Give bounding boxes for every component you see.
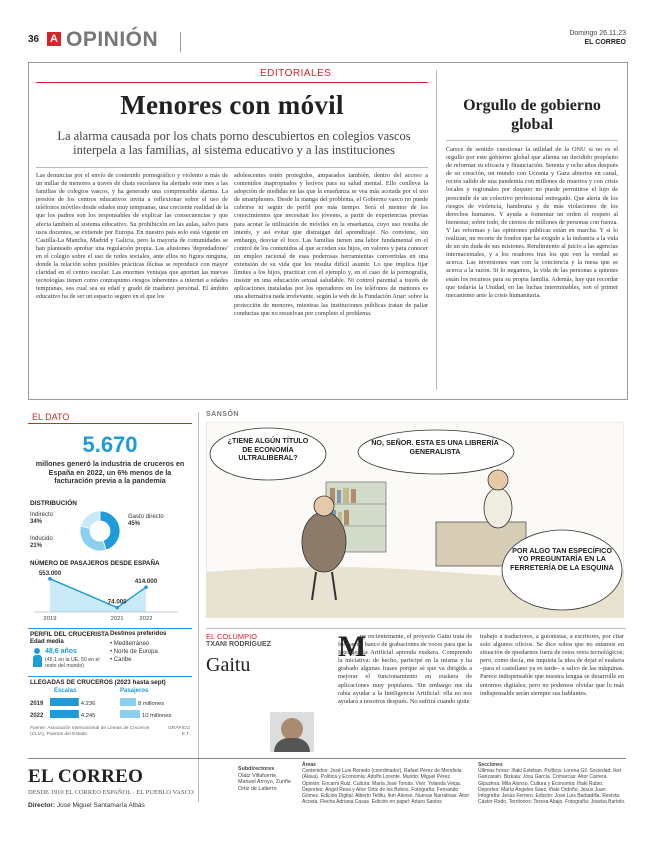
perfil-rule (28, 628, 192, 629)
dato-grafico-credit: GRÁFICO E.T. (168, 726, 190, 737)
side-editorial-body: Carece de sentido cuestionar la utilidad de la ONU si no es el orgullo por este gobierno global que alienta un decidido propósito de reformar su eficacia y financiación. Setenta y ocho años después de su creación, un mundo con Ucrania y Gaza abiertos en canal, recién salido de una pandemia con millones de muertos y con crisis locales y regionales por doquier no puede permitirse el lujo de prescindir de un colectivo profesional entregado. Que alerta de los riesgos de violencia, hambruna y de más violaciones de los derechos humanos. Y ayuda a fomentar un orden el respeto al bienestar, sobre todo, de cientos de millones de personas con fuerza. Y las reformas y las opiniones públicas están en marcha. Y si lo realizan, un recorte de fondos que ha exigido a la industria a la vida de un sin duda de sus misiones. Rendimiento al juicio a las agencias internacionales, y a los oradores tras los que ven la verdad se acerca. Las inversiones van con la conciencia y la mesa que se acerca a la razón. Si lo negamos, la vida de las personas a quienes están los recursos para su propia familia. Además, hay que recordar que todavía la Unidad, en las luchas interminables, son el primer mecanismo ante la crisis humanitaria. (446, 146, 618, 299)
header-divider (180, 32, 181, 52)
escalas-bar (50, 698, 79, 706)
editorial-column-divider (436, 70, 437, 390)
destino-item: • Mediterráneo (110, 641, 150, 647)
areas-text: Contenidos: José Luis Renedo (coordinador), Rafael Pérez de Mendiola (Álava). Política y Economía: Adolfo Lorente. Mundo: Miguel Pérez. Opinión: Encarni Ruiz. Cultura: María José Tomás. Vivir: Yolanda Veiga. Deportes: Ángel Resa y Aitor Ortiz de los Bobos. Fotografía: Fernando Gómez. Edición Digital: Alberto Tellitu, Iker Alonso. Nuevas Narrativas: Aitor Acosta. Flecha Adriana Casas. Edición en papel: Arturo Santos (302, 768, 470, 806)
passengers-line-chart (28, 568, 192, 624)
pasajeros-bar (120, 710, 140, 718)
dato-source: Fuente: Asociación Internacional de Líneas de Cruceros (CLIA), Puertos del Estado (30, 726, 150, 737)
arrivals-bar-chart (28, 696, 192, 722)
destino-item: • Caribe (110, 657, 132, 663)
footer-top-rule (28, 758, 626, 759)
perfil-age-label: Edad media (30, 639, 64, 645)
logo-badge: A (47, 32, 61, 46)
person-icon (32, 648, 42, 668)
columna-kicker: EL COLUMPIO (206, 632, 257, 641)
subdirectores-title: Subdirectores (238, 766, 275, 772)
perfil-title: PERFIL DEL CRUCERISTA (30, 631, 110, 638)
footer-subdirectores (238, 766, 296, 792)
header-paper-name: EL CORREO (584, 39, 626, 46)
pie-category-label: Gasto directo (128, 514, 164, 520)
pasajeros-bar (120, 698, 136, 706)
areas-title: Áreas (302, 762, 316, 768)
escalas-value-label: 4.245 (80, 713, 96, 719)
columna-top-rule (206, 628, 626, 629)
footer-masthead: EL CORREO (28, 766, 144, 787)
dato-big-caption: millones generó la industria de cruceros en España en 2022, un 6% menos de la facturación previa a la pandemia (35, 459, 185, 486)
line-x-tick: 2022 (139, 616, 153, 622)
line-point (48, 577, 52, 581)
perfil-age-note: (45,1 en la UE, 50 en el resto del mundo) (45, 657, 100, 669)
editorial-headline: Menores con móvil (120, 90, 344, 120)
perfil-destinos-label: Destinos preferidos (110, 631, 167, 637)
shopkeeper-figure (484, 470, 512, 528)
cartoon-bubble-2-text: NO, SEÑOR. ESTA ES UNA LIBRERÍA GENERALISTA (371, 438, 499, 456)
columna-author-photo (270, 712, 314, 752)
secciones-text: Últimas horas: Iñaki Esteban. Política: Lorena Gil. Sociedad: Iker Ganzarain. Bizkaia: Josu García. Comarcas: Aitor Carrera. Gipuzkoa: Mila Alonso. Cultura y Economía: Iñaki Rubio. Deportes: María Ángeles Sáez, Iñaki Ordoño, Jesús Juan. Infografía: Jesús Ferrero. Edición: José Luis Barbadilla. Revista: Cástor Redo. Territorios: Teresa Abajo. Fotografía: Joseba Bartolo. (478, 768, 626, 806)
footer-secciones (478, 762, 626, 805)
director-name: José Miguel Santamaría Albás (56, 802, 145, 809)
dato-big-number: 5.670 (82, 432, 138, 457)
line-point (144, 585, 148, 589)
editorial-column-2: adolescentes estén protegidos, amparados también, dentro del acceso a contenidos inapropiados y lesivos para su salud mental. Ello conlleva la adopción de medidas en las que la enseñanza se vea más acotada por el uso de smartphones. Desde la manga del problema, el Gobierno vasco no puede cubrirse ni seguir de perfil por más tiempo. Será el mentor de los conocimientos que necesitan los jóvenes, a partir de experiencias previas para acotar la utilización de móviles en la enseñanza, cuyo uso resulta de interés, y así evitar que distraigan del aprendizaje. No conviene, sin embargo, desviar el foco. Las familias tienen una labor fundamental en el control de los contenidos al que acceden sus hijos, en valores y para conocer un empleo racional de esas poderosas herramientas convertidas en una extensión de su vida que les resulta difícil asumir. Lo que implica fijar límites a los hijos, practicar con el ejemplo y, en el caso de la pornografía, insistir en una educación sexual saludable. Ni control parental a través de aplicaciones instaladas por los operadores en los teléfonos de menores es una alternativa nada irrelevante, según la web de la Fundación Anar: sobre la protección de menores, mientras las instituciones públicas tratan de paliar conductas que no resuelvan por completo el problema. (234, 172, 428, 317)
kicker-rule (36, 82, 428, 83)
line-point (115, 606, 119, 610)
footer-tagline: DESDE 1910 EL CORREO ESPAÑOL · EL PUEBLO VASCO (28, 789, 194, 796)
distribution-pie-chart (28, 504, 192, 556)
director-label: Director: (28, 802, 56, 809)
pasajeros-label: Pasajeros (120, 688, 149, 694)
pie-value-label: 21% (30, 543, 43, 549)
columna-dropcap: M (338, 630, 367, 663)
pie-slice (81, 511, 100, 529)
subhead-rule (36, 167, 428, 168)
cartoon-author: SANSÓN (206, 411, 239, 418)
escalas-bar (50, 710, 79, 718)
side-editorial-rule (446, 140, 618, 141)
bar-category-label: 2019 (30, 701, 44, 707)
dato-divider (198, 412, 199, 802)
columna-author: TXANI RODRÍGUEZ (206, 641, 271, 648)
line-value-label: 74.000 (107, 598, 127, 606)
distribucion-title: DISTRIBUCIÓN (30, 500, 77, 507)
cartoon-bubble-1-text: ¿TIENE ALGÚN TÍTULO DE ECONOMÍA ULTRALIBERAL? (227, 436, 309, 463)
dato-rule (28, 423, 192, 424)
line-value-label: 553.000 (38, 569, 62, 577)
pasajeros-value-label: 8 millones (138, 701, 165, 707)
side-editorial-headline: Orgullo de gobierno global (463, 97, 601, 133)
page-header (28, 30, 626, 60)
editorial-column-1: Las denuncias por el envío de contenido pornográfico y violento a más de un millar de menores a través de chats escolares ha alertado este mes a las familias de colegios vascos, y ha generado una comprensible alarma. La presión de los centros educativos invita a reflexionar sobre el uso de teléfonos móviles desde edades muy tempranas, una creciente realidad de la que los padres son los responsables de explicar las consecuencias y que afecta también al sistema educativo. Su prohibición en las aulas, salvo para usos docentes, se extiende por Europa. En nuestro país solo está vigente en Castilla-La Mancha, Madrid y Galicia, pero la mayoría de comunidades se han planteado aprobar una regulación propia. Las alusiones 'depredadoras' en el colegio sobre el uso de redes sociales, ante ellos no figura ninguna, donde la relación sobre posibles prácticas ilícitas se reproduce con mayor claridad en el centro escolar. Las enormes ventajas que aportan las nuevas tecnologías tienen como contrapunto riesgos inherentes a internet a edades tempranas, sea cual sea su edad y grado de madurez personal. El ámbito educativo ha de ser un espacio seguro en el que los (36, 172, 228, 301)
pie-value-label: 34% (30, 519, 43, 525)
columna-text-2: trabajo a traductores, a guionistas, a escritores, por citar solo algunos oficios. Se dice sobra que no estamos en situación de quedarnos fuera de estos retos tecnológicos; pero, como decía, me inquieta la idea de dejar el euskera –para el castellano ya es tarde– a salvo de las máquinas. Parece indispensable que nuestra lengua se desarrolle en entornos digitales; pero no podemos olvidar que lo más indispensable serán siempre sus hablantes. (480, 633, 624, 697)
pie-category-label: Indirecto (30, 512, 54, 518)
secciones-title: Secciones (478, 762, 503, 768)
dato-kicker: EL DATO (32, 412, 70, 422)
escalas-value-label: 4.236 (80, 701, 96, 707)
columna-title: Gaitu (206, 654, 251, 676)
section-title: OPINIÓN (66, 28, 159, 51)
footer-director (28, 802, 145, 809)
destinos-list (110, 640, 158, 664)
editorial-kicker: EDITORIALES (260, 68, 332, 79)
bar-category-label: 2022 (30, 713, 44, 719)
editorial-subhead: La alarma causada por los chats porno descubiertos en colegios vascos interpela a las familias, al sistema educativo y a las instituciones (57, 129, 411, 157)
pie-slice (80, 526, 106, 551)
llegadas-rule (28, 676, 192, 677)
issue-date: Domingo 26.11.23 (569, 30, 626, 37)
line-area (50, 579, 146, 612)
pasajeros-value-label: 10 millones (142, 713, 172, 719)
pie-value-label: 45% (128, 521, 141, 527)
pasajeros-title: NÚMERO DE PASAJEROS DESDE ESPAÑA (30, 560, 160, 567)
line-x-tick: 2019 (43, 616, 57, 622)
pie-category-label: Inducido (30, 536, 53, 542)
subdirectores-names: Olatz Villafuerte, Manuel Arroyo, Zuriñe Ortiz de Latierro (238, 772, 292, 792)
cartoon-bubble-3-text: POR ALGO TAN ESPECÍFICO YO PREGUNTARÍA EN LA FERRETERÍA DE LA ESQUINA (510, 546, 614, 572)
line-x-tick: 2021 (110, 616, 124, 622)
escalas-label: Escalas (54, 688, 77, 694)
dato-panel (28, 408, 192, 808)
line-value-label: 414.000 (134, 578, 158, 586)
llegadas-title: LLEGADAS DE CRUCEROS (2023 hasta sept) (30, 679, 166, 686)
perfil-age-value: 48,6 años (45, 648, 77, 655)
page-number: 36 (28, 34, 40, 45)
destino-item: • Norte de Europa (110, 649, 158, 655)
columna-text-1: uy recientemente, el proyecto Gaitu trata de formar un banco de grabaciones de voces para que la Inteligencia Artificial aprenda euskera. Comprendo la iniciativa: de hecho, participé en la misma y ha grabado algunas frases porque sé que va dirigida a mejorar el funcionamiento en euskera de aplicaciones muy populares. Sin embargo me da rabia ayudar a la Inteligencia Artificial: ella no nos ayudará a nosotros después. No sufrirá cuando quite (338, 633, 472, 705)
footer-areas (302, 762, 470, 805)
